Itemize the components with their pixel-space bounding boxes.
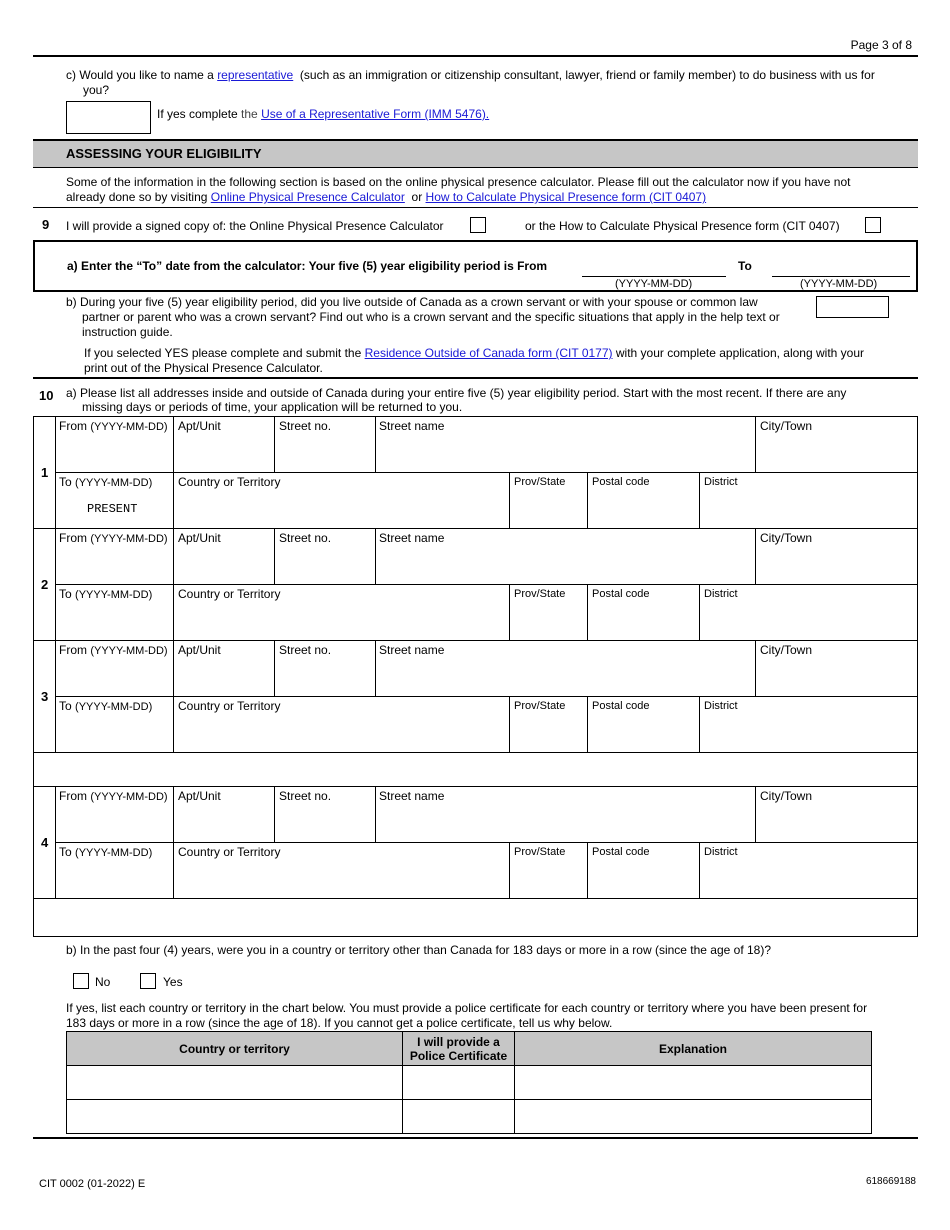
postal-label: Postal code: [592, 588, 650, 600]
divider: [33, 377, 918, 379]
country-cell[interactable]: [67, 1100, 403, 1134]
street-name-label: Street name: [379, 789, 445, 803]
prov-label: Prov/State: [514, 476, 566, 488]
from-label: From (YYYY-MM-DD): [59, 531, 168, 545]
table-row: [67, 1066, 872, 1100]
divider: [33, 207, 918, 208]
district-label: District: [704, 700, 738, 712]
to-label: To: [738, 259, 752, 273]
street-name-label: Street name: [379, 643, 445, 657]
address-number: 4: [41, 835, 49, 850]
street-no-label: Street no.: [279, 789, 332, 803]
q9b-yes-line2: print out of the Physical Presence Calculator.: [84, 361, 323, 375]
prov-label: Prov/State: [514, 588, 566, 600]
col-explanation-header: Explanation: [515, 1032, 872, 1066]
address-block-2: [33, 528, 918, 641]
from-label: From (YYYY-MM-DD): [59, 419, 168, 433]
from-date-hint: (YYYY-MM-DD): [615, 278, 693, 290]
street-no-label: Street no.: [279, 643, 332, 657]
country-label: Country or Territory: [178, 475, 281, 489]
no-checkbox[interactable]: [73, 973, 89, 989]
q9a-text: a) Enter the “To” date from the calculator: Your five (5) year eligibility period is From: [67, 259, 548, 273]
to-date-hint: (YYYY-MM-DD): [800, 278, 878, 290]
country-label: Country or Territory: [178, 587, 281, 601]
apt-label: Apt/Unit: [178, 419, 221, 433]
eligibility-header: [33, 139, 918, 168]
page-number: Page 3 of 8: [850, 38, 912, 52]
explanation-cell[interactable]: [515, 1066, 872, 1100]
representative-link[interactable]: representative: [217, 68, 294, 82]
to-date-value[interactable]: PRESENT: [87, 502, 138, 516]
to-label: To (YYYY-MM-DD): [59, 845, 153, 859]
to-label: To (YYYY-MM-DD): [59, 699, 153, 713]
cit0177-link[interactable]: Residence Outside of Canada form (CIT 0177): [364, 346, 613, 360]
postal-label: Postal code: [592, 700, 650, 712]
city-label: City/Town: [760, 531, 813, 545]
street-name-label: Street name: [379, 419, 445, 433]
cit0407-checkbox[interactable]: [865, 217, 881, 233]
address-number: 2: [41, 577, 49, 592]
q9b-line2: partner or parent who was a crown servant? Find out who is a crown servant and the specific situations that apply in the help text or: [82, 310, 780, 324]
cert-cell[interactable]: [403, 1066, 515, 1100]
table-row: [67, 1100, 872, 1134]
street-no-label: Street no.: [279, 531, 332, 545]
police-certificate-table: [66, 1031, 872, 1134]
yes-checkbox[interactable]: [140, 973, 156, 989]
eligibility-intro-line2: already done so by visiting Online Physical Presence Calculator or How to Calculate Physical Presence form (CIT 0407): [66, 190, 707, 204]
form-code: CIT 0002 (01-2022) E: [39, 1178, 146, 1190]
table-header-row: [67, 1032, 872, 1066]
cit0407-link[interactable]: How to Calculate Physical Presence form (CIT 0407): [425, 190, 707, 204]
representative-question: c) Would you like to name a representative (such as an immigration or citizenship consultant, lawyer, friend or family member) to do business with us for: [66, 68, 875, 82]
police-instructions-line2: 183 days or more in a row (since the age of 18). If you cannot get a police certificate, tell us why below.: [66, 1016, 613, 1030]
prov-label: Prov/State: [514, 700, 566, 712]
no-label: No: [95, 975, 111, 989]
online-calculator-link[interactable]: Online Physical Presence Calculator: [210, 190, 405, 204]
district-label: District: [704, 476, 738, 488]
q9a-box: [33, 240, 918, 292]
postal-label: Postal code: [592, 846, 650, 858]
representative-answer-field[interactable]: [66, 101, 151, 134]
city-label: City/Town: [760, 419, 813, 433]
police-instructions-line1: If yes, list each country or territory in the chart below. You must provide a police certificate for each country or territory where you have been present for: [66, 1001, 868, 1015]
address-spacer-row: [33, 752, 918, 787]
q9b-line1: b) During your five (5) year eligibility period, did you live outside of Canada as a crown servant or with your spouse or common law: [66, 295, 758, 309]
postal-label: Postal code: [592, 476, 650, 488]
crown-servant-answer-field[interactable]: [816, 296, 889, 318]
top-rule: [33, 55, 918, 57]
from-label: From (YYYY-MM-DD): [59, 643, 168, 657]
question-9-number: 9: [42, 217, 50, 232]
q9b-yes-line1: If you selected YES please complete and submit the Residence Outside of Canada form (CIT 0177) with your complete application, along with your: [84, 346, 864, 360]
street-name-label: Street name: [379, 531, 445, 545]
bottom-rule: [33, 1137, 918, 1139]
country-cell[interactable]: [67, 1066, 403, 1100]
eligibility-title: ASSESSING YOUR ELIGIBILITY: [66, 146, 262, 161]
city-label: City/Town: [760, 789, 813, 803]
q10a-line2: missing days or periods of time, your application will be returned to you.: [82, 400, 463, 414]
yes-label: Yes: [163, 975, 183, 989]
representative-question-line2: you?: [83, 83, 110, 97]
online-calculator-checkbox[interactable]: [470, 217, 486, 233]
apt-label: Apt/Unit: [178, 643, 221, 657]
col-country-header: Country or territory: [67, 1032, 403, 1066]
from-label: From (YYYY-MM-DD): [59, 789, 168, 803]
imm5476-link[interactable]: Use of a Representative Form (IMM 5476).: [261, 107, 490, 121]
district-label: District: [704, 846, 738, 858]
country-label: Country or Territory: [178, 845, 281, 859]
street-no-label: Street no.: [279, 419, 332, 433]
country-label: Country or Territory: [178, 699, 281, 713]
to-label: To (YYYY-MM-DD): [59, 587, 153, 601]
q10a-line1: a) Please list all addresses inside and outside of Canada during your entire five (5) year eligibility period. Start with the most recent. If there are any: [66, 386, 847, 400]
col-cert-header: I will provide a Police Certificate: [403, 1032, 515, 1066]
q9-alt-text: or the How to Calculate Physical Presence form (CIT 0407): [525, 219, 840, 233]
cert-cell[interactable]: [403, 1100, 515, 1134]
representative-if-yes: If yes complete the Use of a Representative Form (IMM 5476).: [157, 107, 490, 121]
address-block-1: [33, 416, 918, 529]
address-number: 3: [41, 689, 49, 704]
prov-label: Prov/State: [514, 846, 566, 858]
apt-label: Apt/Unit: [178, 789, 221, 803]
address-block-4: [33, 786, 918, 899]
eligibility-intro-line1: Some of the information in the following section is based on the online physical presence calculator. Please fill out the calculator now if you have not: [66, 175, 851, 189]
address-number: 1: [41, 465, 49, 480]
question-10-number: 10: [39, 388, 54, 403]
district-label: District: [704, 588, 738, 600]
barcode-number: 618669188: [865, 1176, 916, 1187]
address-extra-row: [33, 898, 918, 937]
explanation-cell[interactable]: [515, 1100, 872, 1134]
q9-text: I will provide a signed copy of: the Online Physical Presence Calculator: [66, 219, 444, 233]
q10b-text: b) In the past four (4) years, were you in a country or territory other than Canada for 183 days or more in a row (since the age of 18)?: [66, 943, 772, 957]
to-label: To (YYYY-MM-DD): [59, 475, 153, 489]
q9b-line3: instruction guide.: [82, 325, 173, 339]
address-block-3: [33, 640, 918, 753]
city-label: City/Town: [760, 643, 813, 657]
apt-label: Apt/Unit: [178, 531, 221, 545]
